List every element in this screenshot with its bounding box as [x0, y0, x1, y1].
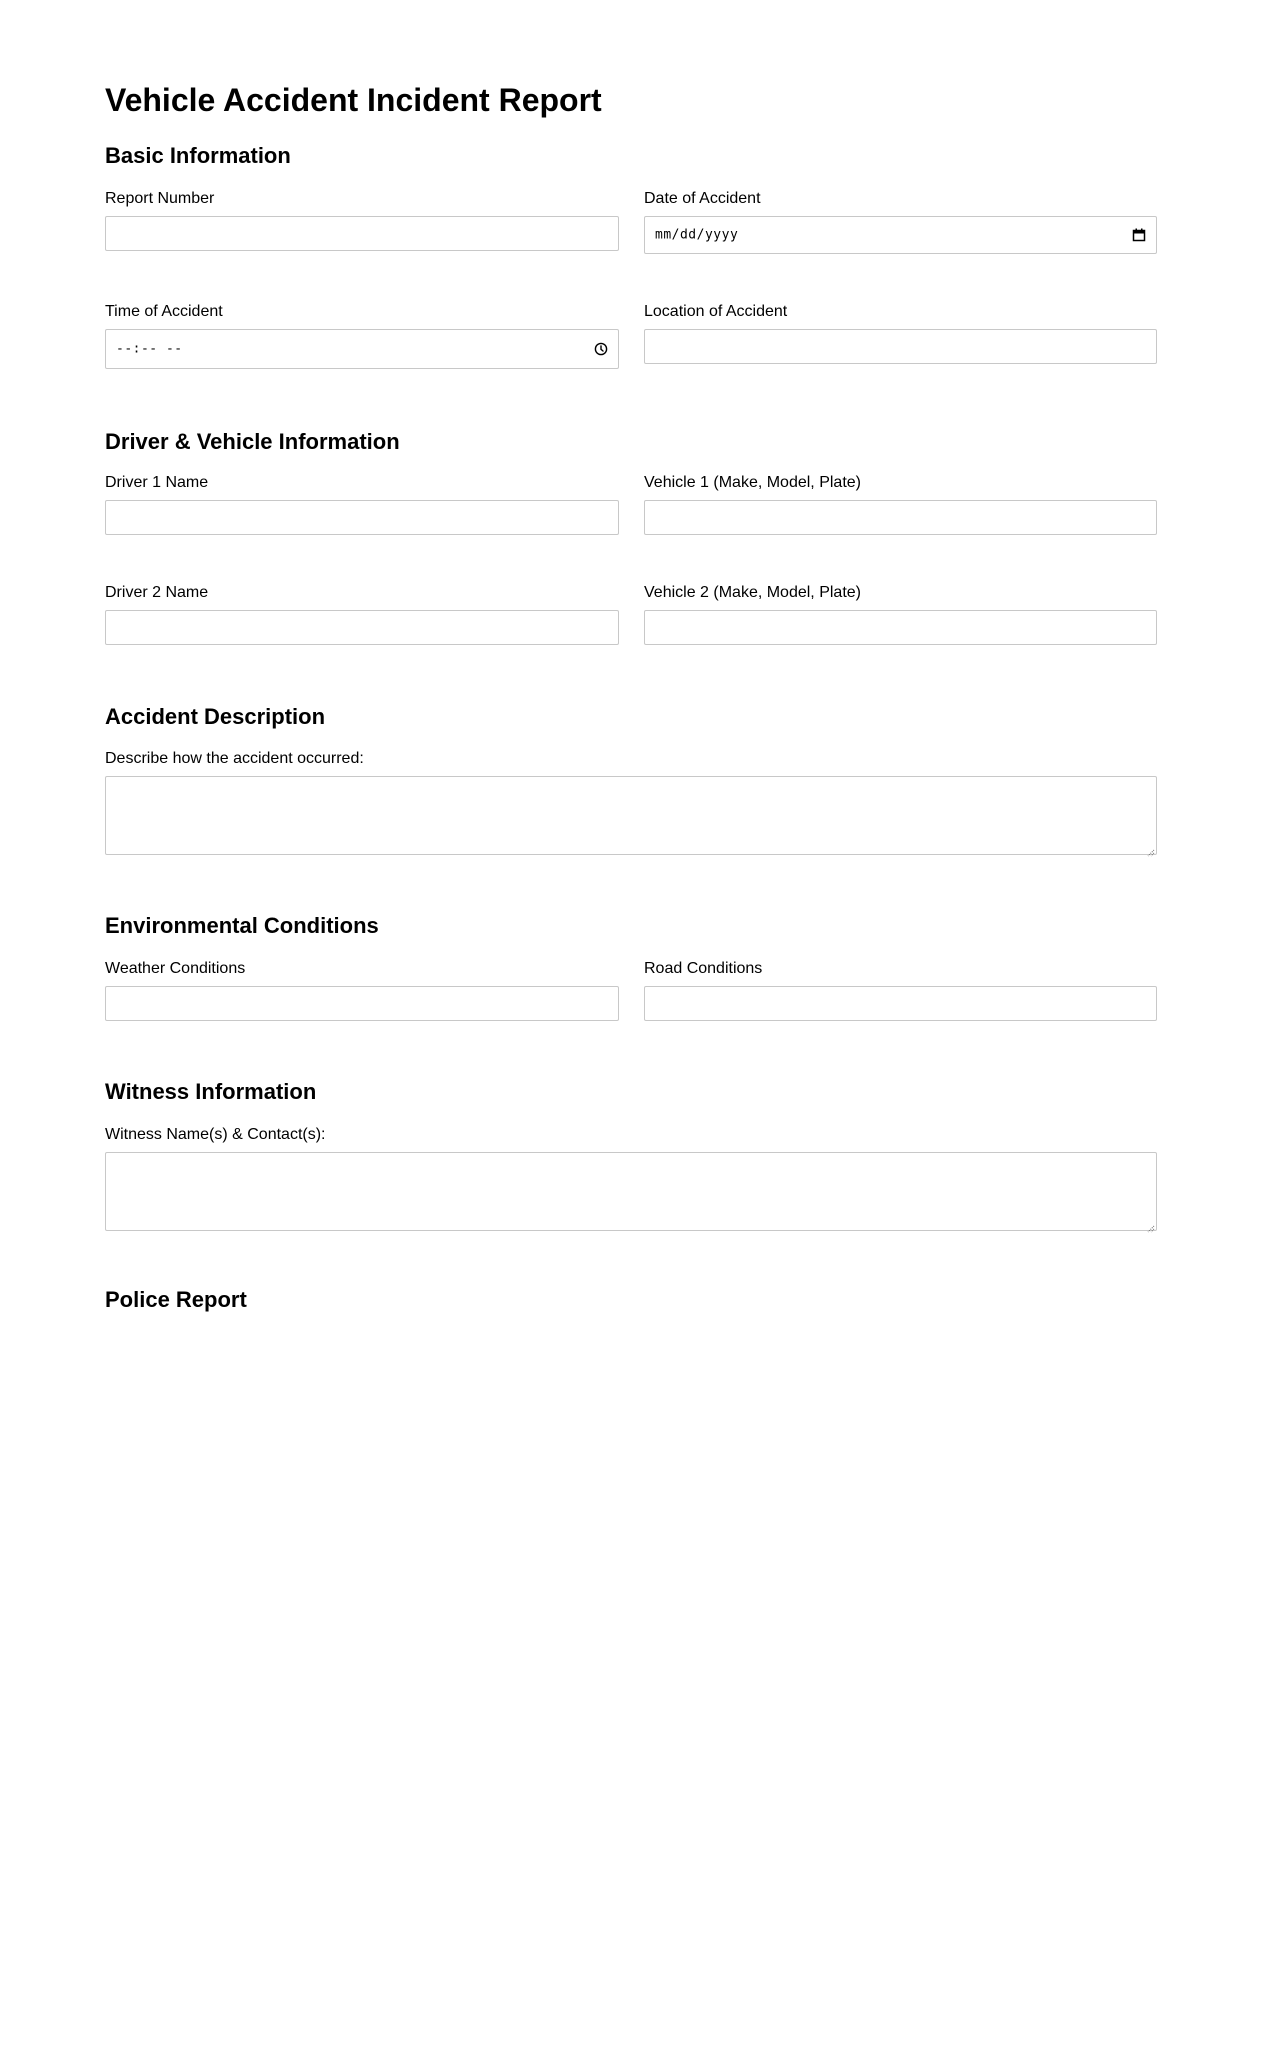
- driver-2-name-input[interactable]: [105, 610, 619, 645]
- calendar-icon[interactable]: [1132, 228, 1146, 242]
- driver-1-name-input[interactable]: [105, 500, 619, 535]
- section-title-accident-description: Accident Description: [105, 704, 326, 729]
- road-conditions-label: Road Conditions: [644, 960, 763, 977]
- vehicle-1-field: [644, 474, 1157, 535]
- weather-conditions-field: [105, 960, 619, 1021]
- section-title-basic-information: Basic Information: [105, 143, 291, 168]
- section-title-environmental-conditions: Environmental Conditions: [105, 913, 379, 938]
- weather-conditions-input[interactable]: [105, 986, 619, 1021]
- time-of-accident-input[interactable]: [105, 329, 619, 369]
- date-placeholder: mm/dd/yyyy: [655, 227, 739, 243]
- driver-1-name-label: Driver 1 Name: [105, 474, 209, 491]
- date-of-accident-field: [644, 190, 1157, 254]
- report-number-field: [105, 190, 619, 251]
- resize-grip-icon[interactable]: [1146, 1220, 1155, 1229]
- vehicle-1-input[interactable]: [644, 500, 1157, 535]
- driver-2-name-label: Driver 2 Name: [105, 584, 209, 601]
- time-of-accident-label: Time of Accident: [105, 303, 223, 320]
- location-of-accident-input[interactable]: [644, 329, 1157, 364]
- location-of-accident-label: Location of Accident: [644, 303, 788, 320]
- time-placeholder: --:-- --: [116, 341, 183, 357]
- vehicle-2-field: [644, 584, 1157, 645]
- time-of-accident-field: [105, 303, 619, 369]
- driver-2-name-field: [105, 584, 619, 645]
- accident-description-field: [105, 750, 1157, 855]
- accident-description-label: Describe how the accident occurred:: [105, 750, 364, 767]
- witness-contacts-label: Witness Name(s) & Contact(s):: [105, 1126, 326, 1143]
- section-title-driver-vehicle: Driver & Vehicle Information: [105, 429, 400, 454]
- report-number-label: Report Number: [105, 190, 215, 207]
- location-of-accident-field: [644, 303, 1157, 364]
- road-conditions-field: [644, 960, 1157, 1021]
- weather-conditions-label: Weather Conditions: [105, 960, 246, 977]
- accident-description-textarea[interactable]: [105, 776, 1157, 855]
- clock-icon[interactable]: [594, 342, 608, 356]
- driver-1-name-field: [105, 474, 619, 535]
- vehicle-2-input[interactable]: [644, 610, 1157, 645]
- resize-grip-icon[interactable]: [1146, 844, 1155, 853]
- road-conditions-input[interactable]: [644, 986, 1157, 1021]
- date-of-accident-label: Date of Accident: [644, 190, 761, 207]
- witness-contacts-textarea[interactable]: [105, 1152, 1157, 1231]
- page-title: Vehicle Accident Incident Report: [105, 82, 602, 118]
- vehicle-2-label: Vehicle 2 (Make, Model, Plate): [644, 584, 861, 601]
- date-of-accident-input[interactable]: [644, 216, 1157, 254]
- section-title-police-report: Police Report: [105, 1287, 247, 1312]
- witness-contacts-field: [105, 1126, 1157, 1231]
- vehicle-1-label: Vehicle 1 (Make, Model, Plate): [644, 474, 861, 491]
- report-number-input[interactable]: [105, 216, 619, 251]
- section-title-witness-information: Witness Information: [105, 1079, 317, 1104]
